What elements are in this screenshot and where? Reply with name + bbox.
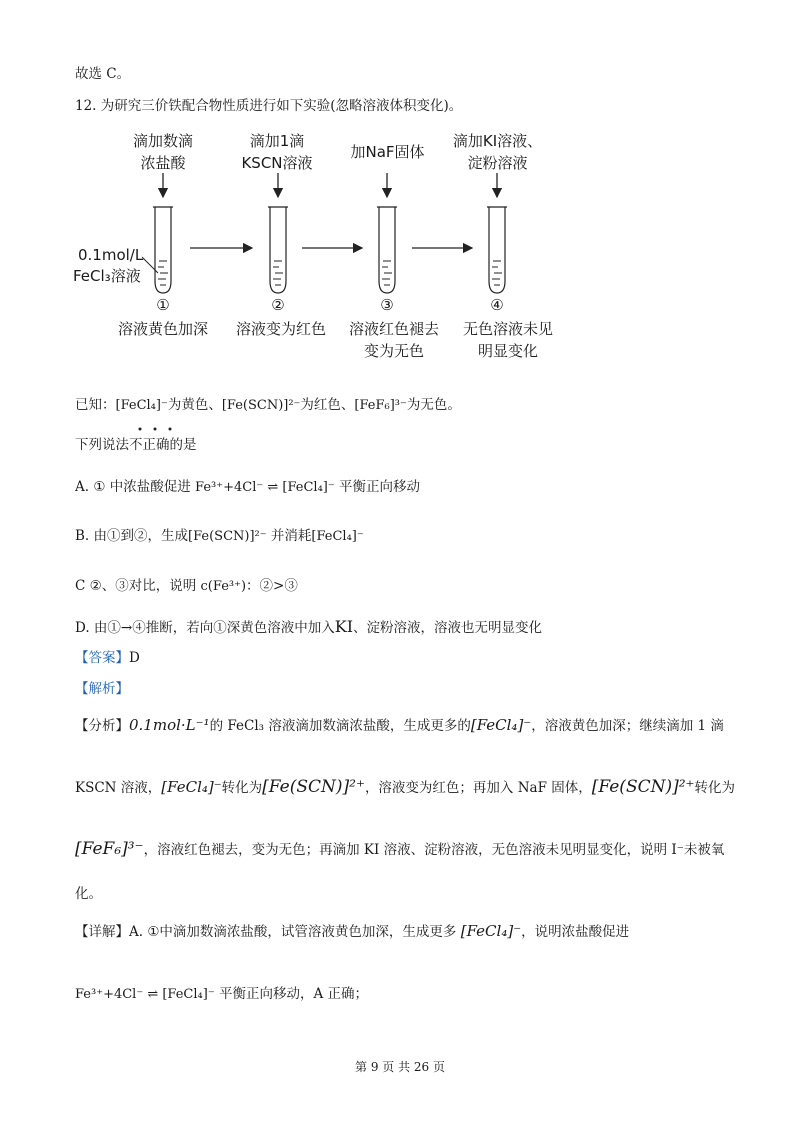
analysis-text-2d: 转化为 — [694, 780, 736, 796]
detail-tag: 【详解】 — [75, 924, 129, 940]
option-d — [75, 616, 542, 636]
analysis-text-1b: ，溶液黄色加深；继续滴加 1 滴 — [531, 718, 724, 734]
analysis-text-2c: ，溶液变为红色；再加入 NaF 固体， — [364, 780, 592, 796]
known-species-3: [FeF₆]³⁻ — [354, 398, 407, 413]
page-footer: 第 9 页 共 26 页 — [355, 1060, 445, 1074]
analysis-line-1 — [75, 714, 724, 734]
tube-number-4: ④ — [490, 296, 504, 314]
option-b-label: B. 由①到②，生成 — [75, 528, 189, 544]
answer-tag: 【答案】 — [75, 650, 129, 666]
option-a — [75, 475, 420, 495]
known-species-1: [FeCl₄]⁻ — [115, 398, 168, 413]
tube-number-2: ② — [271, 296, 285, 314]
option-c-label: C ②、③对比，说明 — [75, 578, 197, 594]
question-stem: 下列说法不正确的是 — [75, 437, 197, 453]
known-prefix: 已知： — [75, 397, 116, 413]
reagent-label-2: 滴加1滴 KSCN溶液 — [241, 132, 313, 172]
option-b-mid: 并消耗 — [270, 528, 312, 544]
analysis-concentration: 0.1mol·L⁻¹ — [129, 716, 210, 734]
detail-text-1b: ，说明浓盐酸促进 — [521, 924, 630, 940]
reagent-label-3: 加NaF固体 — [350, 143, 425, 161]
test-tube-2 — [268, 207, 288, 293]
detail-formula-1: [FeCl₄]⁻ — [460, 922, 522, 940]
emphasis-dots — [130, 425, 190, 433]
option-b-species-2: [FeCl₄]⁻ — [311, 529, 364, 544]
option-c-expression: c(Fe³⁺) — [200, 579, 247, 594]
known-text-2: 为红色、 — [300, 397, 355, 413]
analysis-text-2b: 转化为 — [221, 780, 263, 796]
analysis-formula-2: [FeCl₄]⁻ — [161, 778, 222, 796]
option-d-ki: KI — [334, 617, 354, 636]
start-solution-label: FeCl₃溶液 — [73, 267, 141, 285]
tube-number-3: ③ — [380, 296, 394, 314]
option-b — [75, 524, 364, 544]
analysis-formula-3: [Fe(SCN)]²⁺ — [262, 777, 365, 797]
option-a-tail: 平衡正向移动 — [339, 479, 421, 495]
analysis-text-3: ，溶液红色褪去，变为无色；再滴加 KI 溶液、淀粉溶液，无色溶液未见明显变化，说明 I⁻未被氧 — [143, 842, 725, 858]
analysis-text-1a: 的 FeCl₃ 溶液滴加数滴浓盐酸，生成更多的 — [209, 718, 471, 734]
detail-line-2 — [75, 982, 368, 1002]
reagent-label-1: 滴加数滴 浓盐酸 — [132, 132, 193, 172]
tube-number-1: ① — [156, 296, 170, 314]
known-species-2: [Fe(SCN)]²⁻ — [221, 398, 301, 413]
analysis-line-3 — [75, 838, 724, 859]
analysis-tag: 【解析】 — [75, 681, 129, 697]
option-a-equation: Fe³⁺+4Cl⁻ ⇌ [FeCl₄]⁻ — [195, 480, 335, 495]
observation-4: 无色溶液未见 明显变化 — [462, 320, 553, 360]
analysis-formula-5: [FeF₆]³⁻ — [75, 839, 144, 859]
analysis-text-2a: KSCN 溶液， — [75, 780, 162, 796]
detail-line-1 — [75, 920, 629, 940]
option-d-label: D. 由①→④推断，若向①深黄色溶液中加入 — [75, 620, 335, 636]
test-tube-3 — [377, 207, 397, 293]
observation-2: 溶液变为红色 — [235, 320, 326, 338]
question-title: 12. 为研究三价铁配合物性质进行如下实验(忽略溶液体积变化)。 — [75, 98, 463, 114]
observation-3: 溶液红色褪去 变为无色 — [348, 320, 439, 360]
detail-equation: Fe³⁺+4Cl⁻ ⇌ [FeCl₄]⁻ — [75, 987, 215, 1002]
detail-text-2: 平衡正向移动，A 正确； — [218, 986, 369, 1002]
detail-text-1: A. ①中滴加数滴浓盐酸，试管溶液黄色加深，生成更多 — [129, 924, 457, 940]
analysis-line-2 — [75, 776, 735, 797]
option-b-species-1: [Fe(SCN)]²⁻ — [188, 529, 267, 544]
reagent-label-4: 滴加KI溶液、 淀粉溶液 — [452, 132, 543, 172]
previous-answer-line: 故选 C。 — [75, 66, 131, 82]
start-concentration-label: 0.1mol/L — [78, 246, 144, 264]
analysis-formula-1: [FeCl₄]⁻ — [470, 716, 532, 734]
known-text-3: 为无色。 — [406, 397, 461, 413]
answer-value: D — [129, 650, 140, 666]
option-a-label: A. ① 中浓盐酸促进 — [75, 479, 191, 495]
answer-line — [75, 646, 140, 666]
analysis-label: 【分析】 — [75, 718, 129, 734]
observation-1: 溶液黄色加深 — [117, 320, 208, 338]
analysis-line-4: 化。 — [75, 886, 102, 902]
option-c — [75, 574, 298, 594]
option-c-tail: ：②>③ — [246, 578, 298, 594]
known-info-line — [75, 393, 461, 413]
known-text-1: 为黄色、 — [167, 397, 222, 413]
test-tube-4 — [487, 207, 507, 293]
analysis-formula-4: [Fe(SCN)]²⁺ — [591, 777, 695, 797]
option-d-tail: 、淀粉溶液，溶液也无明显变化 — [353, 620, 543, 636]
